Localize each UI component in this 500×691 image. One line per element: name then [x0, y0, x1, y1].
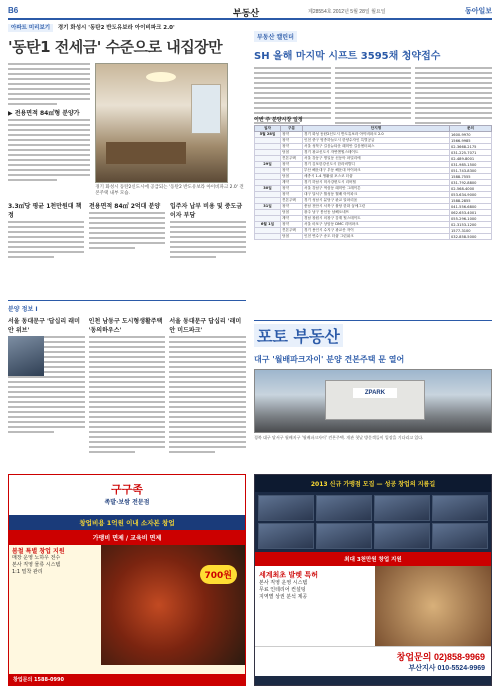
table-cell: 인천 중구 영종하늘도시 한양수자인 특별공급 — [303, 138, 450, 144]
table-cell: 1566-9985 — [450, 138, 492, 144]
table-cell: 02-489-8001 — [450, 156, 492, 162]
table-cell: 경기 하남시 미사강변도시 리버힐 — [303, 180, 450, 186]
store-photo — [432, 495, 488, 521]
store-photo — [374, 495, 430, 521]
listing-item — [8, 316, 85, 456]
table-cell: 서울 마포구 상암동 DMC 리버파크 — [303, 222, 450, 228]
listing-item — [89, 316, 166, 456]
article-columns — [8, 201, 246, 261]
table-cell: 1588-7555 — [450, 174, 492, 180]
listing-title: 인천 남동구 도시형생활주택 '동의하우스' — [88, 318, 163, 334]
listing-info — [8, 300, 246, 456]
ad-lower — [255, 566, 491, 646]
article-subject: 경기 화성시 '동탄2 반도유보라 아이비파크 2.0' — [57, 25, 175, 31]
food-photo — [375, 566, 491, 646]
photo-news-headline: 대구 '월배파크자이' 분양 견본주택 문 열어 — [254, 355, 405, 364]
table-cell: 대구 달서구 월성동 월배 아이파크 — [303, 192, 450, 198]
ad-band-secondary: 가맹비 면제 / 교육비 면제 — [9, 530, 245, 545]
right-article — [254, 24, 492, 127]
table-cell: 계약 — [281, 180, 303, 186]
table-cell: 청약 — [281, 168, 303, 174]
table-cell: 032-858-5000 — [450, 234, 492, 240]
store-photo — [258, 523, 314, 549]
table-cell: 02-3153-1200 — [450, 222, 492, 228]
table-cell: 계약 — [281, 216, 303, 222]
ad-brand-area — [9, 475, 245, 515]
table-cell: 청약 — [281, 162, 303, 168]
table-cell: 세종시 1-4 생활권 포스코 더샵 — [303, 174, 450, 180]
listing-columns — [8, 316, 246, 456]
article-headline: '동탄1 전세금' 수준으로 내집장만 — [8, 38, 223, 56]
article-tag: 아파트 미리보기 — [8, 24, 53, 32]
table-cell: 02-3668-2175 — [450, 144, 492, 150]
store-photo — [374, 523, 430, 549]
column-header: 일자 — [255, 126, 281, 132]
ad-big-text: 세계최초 발렛 특허 — [259, 571, 318, 579]
table-title: 이번 주 분양시장 일정 — [254, 117, 303, 123]
photo-news — [254, 320, 492, 440]
price-badge: 700원 — [200, 565, 237, 584]
photo-caption: 경기 화성시 동탄2신도시에 공급되는 '동탄2 반도유보라 아이비파크 2.0' 견본주택 내부 모습. — [95, 185, 244, 196]
model-house-photo — [254, 369, 492, 433]
ad-top-banner: 2013 신규 가맹점 모집 — 성공 창업의 지름길 — [255, 475, 491, 492]
table-cell: 02-568-4000 — [450, 186, 492, 192]
store-photo-grid — [255, 492, 491, 552]
article-subhead: 입주자 납부 비용 및 중도금 이자 부담 — [170, 203, 243, 219]
column-header: 구분 — [281, 126, 303, 132]
table-cell: 청약 — [281, 138, 303, 144]
table-cell: 30일 — [255, 186, 281, 192]
column-header: 문의 — [450, 126, 492, 132]
article-tags — [8, 24, 246, 32]
listing-title: 서울 동대문구 '답십리 래미안 위브' — [8, 318, 80, 334]
table-cell: 당첨 — [281, 210, 303, 216]
ad-headline: 봄철 특별 창업 지원 — [12, 548, 65, 555]
table-cell: 청약 — [281, 192, 303, 198]
ad-point: 무료 인테리어 컨설팅 — [259, 587, 306, 593]
page-number: B6 — [8, 6, 19, 15]
building-sign: ZPARK — [353, 388, 397, 398]
table-cell: 당첨 — [281, 234, 303, 240]
article-body — [8, 63, 246, 197]
table-cell: 5월 28일 — [255, 132, 281, 138]
ad-point: 지역별 상권 분석 제공 — [259, 594, 308, 600]
table-cell: 1600-9970 — [450, 132, 492, 138]
table-cell: 31일 — [255, 204, 281, 210]
store-photo — [316, 495, 372, 521]
franchise-ad-right[interactable] — [254, 474, 492, 686]
article-subhead: 3.3㎡당 평균 1천만원대 책정 — [8, 203, 82, 219]
table-cell: 1588-2855 — [450, 198, 492, 204]
ad-red-band: 최대 3천만원 창업 지원 — [255, 552, 491, 566]
table-cell: 1577-3100 — [450, 228, 492, 234]
table-cell: 견본주택 — [281, 198, 303, 204]
table-cell: 청약 — [281, 132, 303, 138]
interior-photo — [95, 63, 228, 183]
table-cell: 경기 용인시 수지구 광교산 자이 — [303, 228, 450, 234]
article-headline: SH 올해 마지막 시프트 3595채 청약접수 — [254, 51, 441, 62]
franchise-ad-left[interactable] — [8, 474, 246, 686]
store-photo — [432, 523, 488, 549]
listing-title: 서울 동대문구 답십리 '래미안 미드파크' — [169, 318, 242, 334]
table-cell: 인천 연수구 송도 더샵 그린워크 — [303, 234, 450, 240]
article-subhead: ▶ 전용면적 84㎡형 분양가 — [8, 110, 80, 117]
article-photo-block — [95, 63, 246, 197]
food-photo — [101, 545, 245, 665]
section-title: 부동산 — [233, 9, 260, 19]
table-cell — [255, 234, 281, 240]
table-cell: 062-653-4001 — [450, 210, 492, 216]
ad-benefits — [9, 545, 101, 665]
photo-caption: 경북 대구 달서구 월배지구 '월배파크자이' 견본주택. 개관 첫날 방문객들이 입장을 기다리고 있다. — [254, 435, 424, 440]
table-cell: 청약 — [281, 204, 303, 210]
table-cell: 서울 강남구 역삼동 래미안 그레이튼 — [303, 186, 450, 192]
table-cell: 서울 강동구 명일동 신동아 파밀리에 — [303, 156, 450, 162]
ad-phone: 창업문의 02)858-9969 — [396, 652, 485, 662]
table-cell: 견본주택 — [281, 156, 303, 162]
table-cell: 29일 — [255, 162, 281, 168]
table-cell: 당첨 — [281, 150, 303, 156]
ad-contact: 창업문의 1588-0990 — [9, 674, 245, 685]
article-subhead: 전용면적 84㎡ 2억대 분양 — [89, 203, 161, 210]
ad-benefit: 1:1 밀착 관리 — [12, 569, 43, 575]
listing-item — [169, 316, 246, 456]
ad-body — [9, 545, 245, 665]
table-cell: 051-743-8300 — [450, 168, 492, 174]
table-row — [255, 234, 492, 240]
table-cell: 031-225-7071 — [450, 150, 492, 156]
table-cell: 031-792-8800 — [450, 180, 492, 186]
table-cell: 청약 — [281, 222, 303, 228]
table-cell: 6월 1일 — [255, 222, 281, 228]
listing-photo — [8, 336, 44, 376]
table-cell: 경기 광교신도시 자연앤힐스테이트 — [303, 150, 450, 156]
table-cell: 청약 — [281, 144, 303, 150]
issue-meta: 제28554호 2012년 5월 28일 월요일 — [308, 9, 386, 15]
photo-news-tag: 포토 부동산 — [254, 324, 343, 347]
table-cell: 041-556-6800 — [450, 204, 492, 210]
table-cell: 부산 해운대구 우동 해운대 아이파크 — [303, 168, 450, 174]
page-header — [8, 6, 492, 20]
listing-tag: 분양 정보 I — [8, 306, 38, 313]
ad-brand: 구구족 — [111, 483, 143, 496]
table-cell: 경기 성남시 분당구 판교 알파리움 — [303, 198, 450, 204]
ad-phone-secondary: 부산지사 010-5524-9969 — [408, 665, 485, 672]
table-cell: 광주 남구 봉선동 남해오네뜨 — [303, 210, 450, 216]
table-cell: 서울 성북구 길음뉴타운 래미안 길음센터피스 — [303, 144, 450, 150]
ad-text — [255, 566, 375, 646]
ad-point: 본사 직영 운영 시스템 — [259, 580, 308, 586]
article-tag: 부동산 캘린더 — [254, 31, 297, 42]
ad-band: 창업비용 1억원 이내 소자본 창업 — [9, 515, 245, 530]
table-cell: 경기 김포한강신도시 한라비발디 — [303, 162, 450, 168]
ad-benefit: 본사 직영 물류 시스템 — [12, 562, 61, 568]
table-cell: 055-296-1000 — [450, 216, 492, 222]
table-cell: 견본주택 — [281, 228, 303, 234]
table-cell: 031-985-1500 — [450, 162, 492, 168]
left-article — [8, 24, 246, 261]
store-photo — [258, 495, 314, 521]
table-cell: 경기 화성 동탄2신도시 반도유보라 아이비파크 2.0 — [303, 132, 450, 138]
article-text-column — [8, 63, 90, 197]
table-cell: 경남 창원시 의창구 감계 힐스테이트 — [303, 216, 450, 222]
ad-phone-area — [255, 646, 491, 676]
table-cell: 충남 천안시 서북구 불당 한화 꿈에그린 — [303, 204, 450, 210]
ad-slogan: 족발·보쌈 전문점 — [104, 499, 150, 506]
schedule-table — [254, 116, 492, 240]
table-cell: 053-634-9000 — [450, 192, 492, 198]
table-cell: 청약 — [281, 186, 303, 192]
store-photo — [316, 523, 372, 549]
column-header: 단지명 — [303, 126, 450, 132]
ad-benefit: 매장 운영 노하우 전수 — [12, 555, 61, 561]
table-cell: 당첨 — [281, 174, 303, 180]
newspaper-logo: 동아일보 — [464, 7, 492, 15]
